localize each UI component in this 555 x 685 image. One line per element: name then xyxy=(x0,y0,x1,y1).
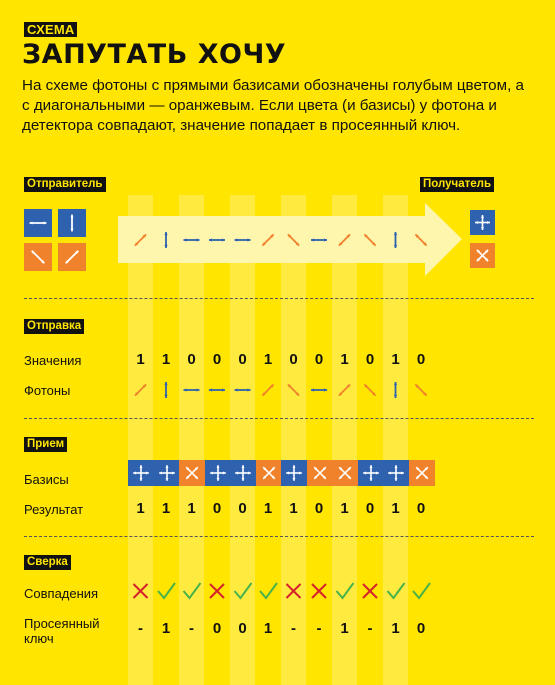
value-digit: 0 xyxy=(238,351,247,368)
cross-arrows-icon xyxy=(383,460,409,486)
value-digit: 0 xyxy=(187,351,196,368)
receiver-basis-cell xyxy=(128,460,153,486)
photon-diag-down xyxy=(364,384,375,395)
key-digit: - xyxy=(367,620,373,637)
vertical-arrow-icon xyxy=(58,209,86,237)
cross-arrows-icon xyxy=(358,460,384,486)
key-digit: - xyxy=(189,620,194,637)
value-digit: 1 xyxy=(161,351,171,368)
result-digit: 0 xyxy=(238,500,247,517)
value-digit: 0 xyxy=(416,351,426,368)
check-mark-icon xyxy=(260,583,277,598)
result-digit: 0 xyxy=(314,500,324,517)
cross-arrows-icon xyxy=(281,460,307,486)
photon-diag-up xyxy=(262,384,273,395)
lede-text: На схеме фотоны с прямыми базисами обозначены голубым цветом, а с диагональными — оранжевым. Если цвета (и базисы) у фотона и детектора совпадают, значение попадает в просеянный ключ. xyxy=(22,77,524,134)
check-mark-icon xyxy=(413,583,430,598)
result-digit: 1 xyxy=(391,500,400,517)
x-arrows-icon xyxy=(332,460,358,486)
sender-basis-tile xyxy=(24,209,52,237)
column-band xyxy=(281,195,306,685)
cross-arrows-icon xyxy=(230,460,256,486)
receiver-basis-cell xyxy=(205,460,230,486)
receiver-label: Получатель xyxy=(420,177,494,192)
check-mark-icon xyxy=(158,583,175,598)
key-digit: - xyxy=(316,620,322,637)
diagonal-up-arrow-icon xyxy=(58,243,86,271)
result-digit: 0 xyxy=(212,500,222,517)
result-digit: 1 xyxy=(263,500,273,517)
cross-arrows-icon xyxy=(470,210,495,235)
divider-3 xyxy=(24,536,534,537)
x-arrows-icon xyxy=(256,460,282,486)
value-digit: 0 xyxy=(289,351,298,368)
key-digit: 1 xyxy=(340,620,349,637)
cross-mark-icon xyxy=(210,584,224,598)
beam-photon-diag-up xyxy=(262,234,273,245)
column-band xyxy=(332,195,357,685)
receiver-basis-cell xyxy=(179,460,204,486)
photon-horizontal xyxy=(209,388,225,391)
receiver-basis-cell xyxy=(307,460,332,486)
column-band xyxy=(230,195,255,685)
beam-photon-vertical xyxy=(164,232,167,248)
key-digit: 0 xyxy=(416,620,426,637)
x-arrows-icon xyxy=(409,460,435,486)
cross-mark-icon xyxy=(312,584,326,598)
value-digit: 0 xyxy=(314,351,324,368)
x-arrows-icon xyxy=(179,460,205,486)
column-band xyxy=(179,195,204,685)
divider-1 xyxy=(24,298,534,299)
cross-mark-icon xyxy=(363,584,377,598)
result-digit: 0 xyxy=(365,500,375,517)
receiver-basis-cell xyxy=(256,460,281,486)
key-digit: 0 xyxy=(238,620,247,637)
photons-row-label: Фотоны xyxy=(24,383,71,398)
section-kicker: СХЕМА xyxy=(24,22,77,37)
receiver-basis-cell xyxy=(154,460,179,486)
receiver-basis-cell xyxy=(281,460,306,486)
check-section-title: Сверка xyxy=(24,555,71,570)
beam-photon-horizontal xyxy=(209,238,225,241)
value-digit: 1 xyxy=(263,351,273,368)
sender-basis-tile xyxy=(58,209,86,237)
beam-photon-diag-down xyxy=(364,234,375,245)
send-section-title: Отправка xyxy=(24,319,84,334)
key-digit: 1 xyxy=(263,620,273,637)
result-digit: 0 xyxy=(416,500,426,517)
sender-label: Отправитель xyxy=(24,177,106,192)
photon-horizontal xyxy=(311,388,327,391)
key-row-label: Просеянный ключ xyxy=(24,616,100,646)
result-row-label: Результат xyxy=(24,502,84,517)
x-arrows-icon xyxy=(470,243,495,268)
key-digit: 1 xyxy=(161,620,171,637)
receiver-basis-cell xyxy=(409,460,434,486)
beam-photon-diag-down xyxy=(415,234,426,245)
receiver-basis-cell xyxy=(332,460,357,486)
value-digit: 1 xyxy=(340,351,349,368)
key-digit: - xyxy=(291,620,296,637)
value-digit: 1 xyxy=(391,351,400,368)
page-title: ЗАПУТАТЬ ХОЧУ xyxy=(22,39,287,70)
value-digit: 0 xyxy=(365,351,375,368)
receiver-basis-cell xyxy=(358,460,383,486)
sender-basis-tile xyxy=(58,243,86,271)
horizontal-arrow-icon xyxy=(24,209,52,237)
matches-row-label: Совпадения xyxy=(24,586,99,601)
value-digit: 1 xyxy=(136,351,145,368)
photon-vertical xyxy=(164,382,167,398)
result-digit: 1 xyxy=(161,500,171,517)
receiver-basis-cell xyxy=(383,460,408,486)
result-digit: 1 xyxy=(340,500,349,517)
receive-section-title: Прием xyxy=(24,437,67,452)
cross-arrows-icon xyxy=(205,460,231,486)
result-digit: 1 xyxy=(187,500,196,517)
diagonal-down-arrow-icon xyxy=(24,243,52,271)
cross-arrows-icon xyxy=(154,460,180,486)
beam-photon-horizontal xyxy=(311,238,327,241)
x-arrows-icon xyxy=(307,460,333,486)
receiver-basis-tile xyxy=(470,243,495,268)
values-row-label: Значения xyxy=(24,353,82,368)
photon-diag-down xyxy=(415,384,426,395)
value-digit: 0 xyxy=(212,351,222,368)
result-digit: 1 xyxy=(136,500,145,517)
sender-basis-tile xyxy=(24,243,52,271)
receiver-basis-cell xyxy=(230,460,255,486)
key-digit: - xyxy=(138,620,143,637)
receiver-basis-tile xyxy=(470,210,495,235)
column-band xyxy=(383,195,408,685)
cross-arrows-icon xyxy=(128,460,154,486)
key-digit: 0 xyxy=(212,620,222,637)
column-band xyxy=(128,195,153,685)
divider-2 xyxy=(24,418,534,419)
result-digit: 1 xyxy=(289,500,298,517)
key-digit: 1 xyxy=(391,620,400,637)
bases-row-label: Базисы xyxy=(24,472,69,487)
